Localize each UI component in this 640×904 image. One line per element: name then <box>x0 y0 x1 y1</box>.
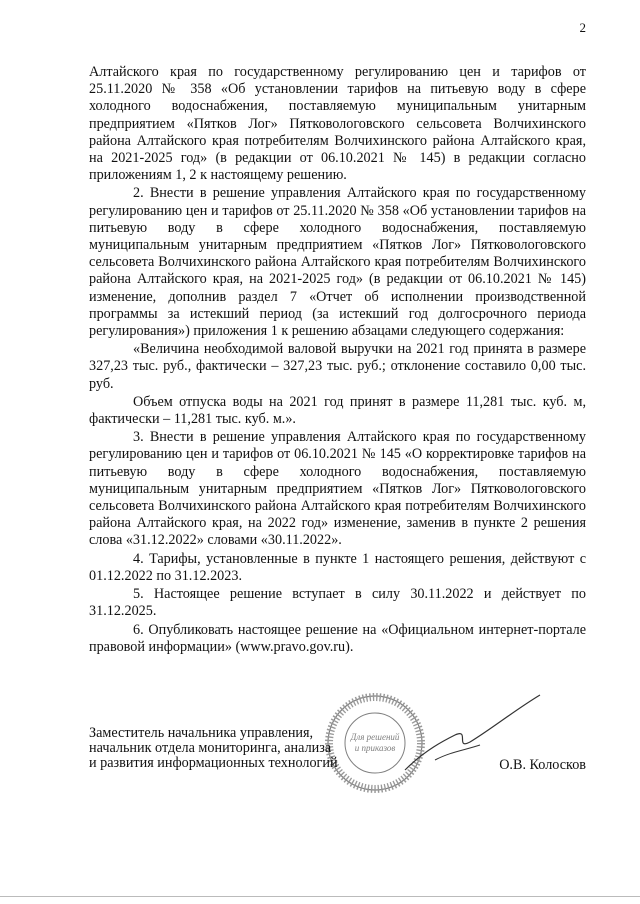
paragraph-4: 4. Тарифы, установленные в пункте 1 настоящего решения, действуют с 01.12.2022 по 31.12.2023. <box>89 550 586 584</box>
page-number: 2 <box>579 20 586 35</box>
signatory-title-line-1: Заместитель начальника управления, <box>89 725 314 741</box>
paragraph-6: 6. Опубликовать настоящее решение на «Официальном интернет-портале правовой информации» (www.pravo.gov.ru). <box>89 621 586 655</box>
paragraph-3: 3. Внести в решение управления Алтайского края по государственному регулированию цен и тарифов от 06.10.2021 № 145 «О корректировке тарифов на питьевую воду в сфере холодного водоснабжения, поставляемую муниципальным унитарным предприятием «Пятков Лог» Пятковологовского сельсовета Волчихинского района Алтайского края потребителям Волчихинского района Алтайского края, на 2022 год» изменение, заменив в пункте 2 решения слова «31.12.2022» словами «30.11.2022». <box>89 429 586 549</box>
quote-paragraph-revenue: «Величина необходимой валовой выручки на 2021 год принята в размере 327,23 тыс. руб., фактически – 327,23 тыс. руб.; отклонение составило 0,00 тыс. руб. <box>89 341 586 392</box>
signature-block <box>89 726 586 771</box>
stamp-inner-text-2: и приказов <box>354 743 396 753</box>
signatory-name: О.В. Колосков <box>499 757 586 773</box>
document-body <box>89 64 586 657</box>
signatory-title-line-2: начальник отдела мониторинга, анализа <box>89 740 332 756</box>
paragraph-5: 5. Настоящее решение вступает в силу 30.11.2022 и действует по 31.12.2025. <box>89 586 586 620</box>
paragraph-1-continuation: Алтайского края по государственному регулированию цен и тарифов от 25.11.2020 № 358 «Об установлении тарифов на питьевую воду в сфере холодного водоснабжения, поставляемую муниципальным унитарным предприятием «Пятков Лог» Пятковологовского сельсовета Волчихинского района Алтайского края потребителям Волчихинского района Алтайского края, на 2021-2025 год» (в редакции от 06.10.2021 № 145) в редакции согласно приложениям 1, 2 к настоящему решению. <box>89 64 586 184</box>
signatory-title-line-3: и развития информационных технологий <box>89 755 338 771</box>
stamp-inner-text-1: Для решений <box>350 732 400 742</box>
quote-paragraph-volume: Объем отпуска воды на 2021 год принят в размере 11,281 тыс. куб. м, фактически – 11,281 тыс. куб. м.». <box>89 393 586 428</box>
paragraph-2: 2. Внести в решение управления Алтайского края по государственному регулированию цен и тарифов от 25.11.2020 № 358 «Об установлении тарифов на питьевую воду в сфере холодного водоснабжения, поставляемую муниципальным унитарным предприятием «Пятков Лог» Пятковологовского сельсовета Волчихинского района Алтайского края потребителям Волчихинского района Алтайского края, на 2021-2025 год» (в редакции от 06.10.2021 № 145) изменение, дополнив раздел 7 «Отчет об исполнении производственной программы за истекший период (за истекший год долгосрочного периода регулирования») приложения 1 к решению абзацами следующего содержания: <box>89 185 586 340</box>
scan-edge-line <box>0 896 640 897</box>
